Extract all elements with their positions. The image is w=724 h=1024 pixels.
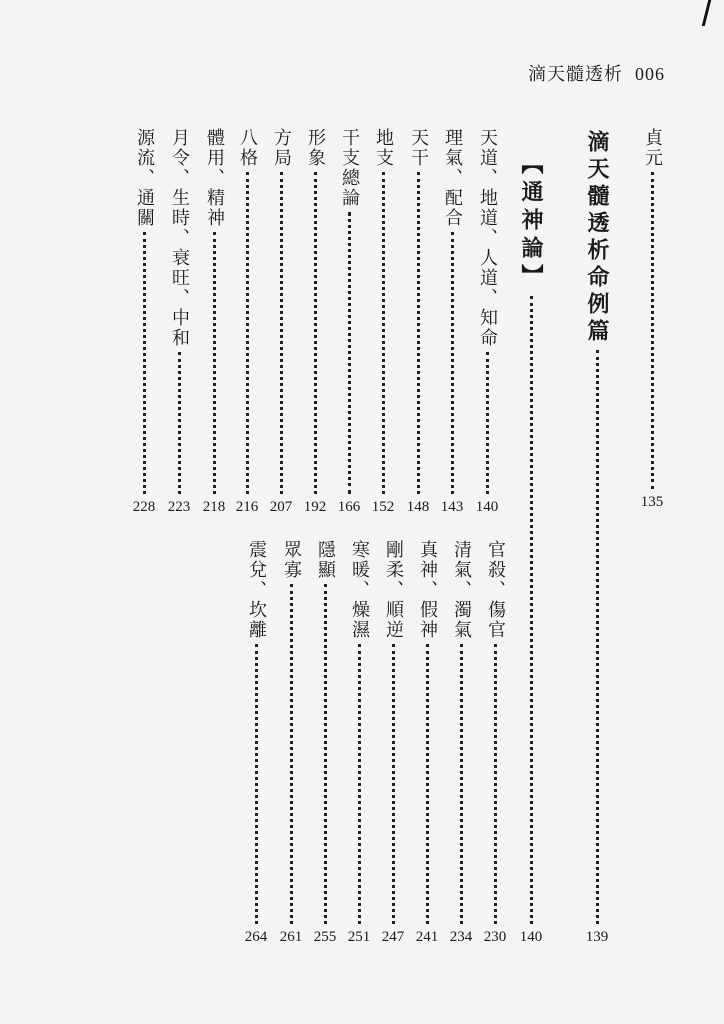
toc-section xyxy=(582,130,612,945)
toc-entry-title: 月令、生時、衰旺、中和 xyxy=(169,128,190,348)
leader-dots xyxy=(178,352,181,494)
running-header xyxy=(528,60,665,86)
toc-entry xyxy=(310,540,340,945)
toc-entry-title: 理氣、配合 xyxy=(442,128,463,228)
toc-entry-title: 官殺、傷官 xyxy=(485,540,506,640)
leader-dots xyxy=(314,172,317,494)
toc-entry-page: 218 xyxy=(202,499,226,515)
leader-dots xyxy=(290,584,293,924)
leader-dots xyxy=(246,172,249,494)
toc-entry-title: 貞元 xyxy=(642,128,663,168)
toc-entry-page: 241 xyxy=(415,929,439,945)
toc-entry xyxy=(378,540,408,945)
toc-section-title: 【通神論】 xyxy=(518,152,544,292)
toc-entry-page: 143 xyxy=(440,499,464,515)
toc-entry xyxy=(334,128,364,515)
toc-entry xyxy=(276,540,306,945)
toc-entry-page: 216 xyxy=(235,499,259,515)
leader-dots xyxy=(460,644,463,924)
toc-entry-title: 干支總論 xyxy=(339,128,360,208)
toc-entry-title: 體用、精神 xyxy=(204,128,225,228)
leader-dots xyxy=(348,212,351,494)
toc-section-title: 滴天髓透析命例篇 xyxy=(584,130,610,346)
leader-dots xyxy=(486,352,489,494)
toc-entry-page: 234 xyxy=(449,929,473,945)
leader-dots xyxy=(494,644,497,924)
toc-entry-title: 隱顯 xyxy=(315,540,336,580)
toc-entry-page: 223 xyxy=(167,499,191,515)
leader-dots xyxy=(280,172,283,494)
toc-entry xyxy=(241,540,271,945)
toc-entry-page: 255 xyxy=(313,929,337,945)
leader-dots xyxy=(417,172,420,494)
leader-dots xyxy=(358,644,361,924)
header-title: 滴天髓透析 xyxy=(528,64,623,85)
toc-entry-title: 天道、地道、人道、知命 xyxy=(477,128,498,348)
toc-entry xyxy=(480,540,510,945)
toc-entry-title: 地支 xyxy=(373,128,394,168)
toc-entry-page: 230 xyxy=(483,929,507,945)
leader-dots xyxy=(426,644,429,924)
toc-entry xyxy=(446,540,476,945)
leader-dots xyxy=(213,232,216,494)
toc-entry-title: 形象 xyxy=(305,128,326,168)
toc-entry-page: 228 xyxy=(132,499,156,515)
toc-entry-title: 眾寡 xyxy=(281,540,302,580)
toc-entry xyxy=(637,128,667,510)
toc-entry xyxy=(412,540,442,945)
toc-entry-title: 方局 xyxy=(271,128,292,168)
toc-entry xyxy=(437,128,467,515)
toc-entry xyxy=(199,128,229,515)
toc-entry-title: 震兌、坎離 xyxy=(246,540,267,640)
toc-entry-title: 寒暖、燥濕 xyxy=(349,540,370,640)
toc-entry-page: 135 xyxy=(640,494,664,510)
toc-entry-page: 166 xyxy=(337,499,361,515)
toc-entry-title: 天干 xyxy=(408,128,429,168)
toc-entry-page: 247 xyxy=(381,929,405,945)
toc-entry-page: 148 xyxy=(406,499,430,515)
toc-section xyxy=(516,152,546,945)
toc-entry-title: 清氣、濁氣 xyxy=(451,540,472,640)
toc-entry-title: 八格 xyxy=(237,128,258,168)
toc-entry-page: 140 xyxy=(475,499,499,515)
toc-entry xyxy=(164,128,194,515)
toc-entry xyxy=(129,128,159,515)
toc-section-page: 139 xyxy=(585,929,609,945)
leader-dots xyxy=(143,232,146,494)
toc-entry-title: 真神、假神 xyxy=(417,540,438,640)
leader-dots xyxy=(451,232,454,494)
toc-entry xyxy=(344,540,374,945)
leader-dots xyxy=(392,644,395,924)
toc-entry xyxy=(403,128,433,515)
toc-entry-page: 152 xyxy=(371,499,395,515)
leader-dots xyxy=(530,296,533,924)
toc-entry xyxy=(266,128,296,515)
header-page-number: 006 xyxy=(635,64,665,84)
leader-dots xyxy=(382,172,385,494)
leader-dots xyxy=(324,584,327,924)
leader-dots xyxy=(651,172,654,489)
toc-entry-page: 261 xyxy=(279,929,303,945)
toc-entry xyxy=(300,128,330,515)
toc-entry xyxy=(472,128,502,515)
leader-dots xyxy=(255,644,258,924)
toc-section-page: 140 xyxy=(519,929,543,945)
toc-entry-page: 192 xyxy=(303,499,327,515)
toc-entry-page: 207 xyxy=(269,499,293,515)
toc-entry-page: 251 xyxy=(347,929,371,945)
toc-entry-page: 264 xyxy=(244,929,268,945)
leader-dots xyxy=(596,350,599,924)
toc-entry-title: 源流、通關 xyxy=(134,128,155,228)
toc-entry xyxy=(368,128,398,515)
toc-entry xyxy=(232,128,262,515)
pen-mark xyxy=(688,0,711,26)
toc-entry-title: 剛柔、順逆 xyxy=(383,540,404,640)
